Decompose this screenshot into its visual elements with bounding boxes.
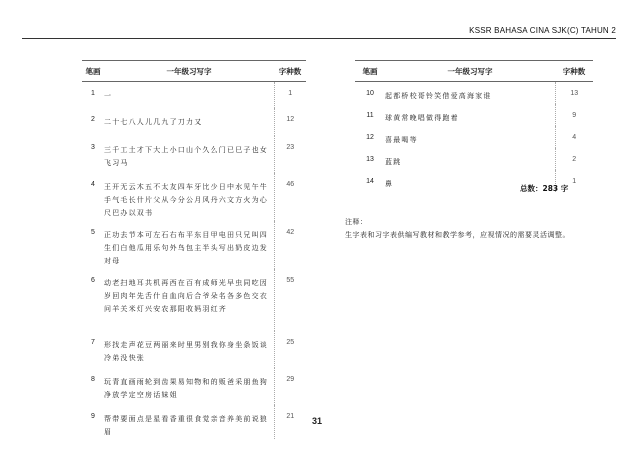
character-count: 29 [274, 368, 306, 405]
note-text: 生字表和习字表供编写教材和教学参考，应视情况的需要灵活调整。 [345, 231, 570, 239]
stroke-count: 4 [91, 180, 95, 188]
table-row [82, 173, 306, 221]
character-count: 46 [274, 173, 306, 221]
stroke-count: 2 [91, 115, 95, 123]
table-row [82, 368, 306, 405]
stroke-count: 9 [91, 412, 95, 420]
character-count: 1 [274, 82, 306, 108]
character-list: 正功去节本可左石右布平东目甲电田只兄叫四生们白他瓜用乐句外鸟包主半头写出奶皮边发对母 [104, 230, 268, 265]
col-header-strokes: 笔画 [355, 61, 385, 82]
character-list: 形找走声花豆两丽来时里男别我你身坐条饭谈冷弟没快张 [104, 340, 268, 362]
table-row [355, 126, 593, 148]
table-row [82, 136, 306, 173]
stroke-count: 1 [91, 90, 95, 97]
character-count: 25 [274, 331, 306, 368]
col-header-count: 字种数 [274, 61, 306, 82]
stroke-count: 3 [91, 143, 95, 151]
character-count: 4 [555, 126, 593, 148]
table-row [355, 148, 593, 170]
table-row [82, 82, 306, 108]
col-header-chars: 一年级习写字 [104, 61, 274, 82]
character-list: 二十七八人儿几九了刀力又 [104, 117, 203, 126]
character-list: 三千工土才下大上小口山个久么门已巳子也女飞习马 [104, 145, 268, 167]
stroke-count: 5 [91, 228, 95, 236]
character-list: 玩青直画雨轮到齿果易知物和的贩爸采朋鱼狗净放学定空房话妹姐 [104, 377, 268, 399]
col-header-strokes: 笔画 [82, 61, 104, 82]
header-rule [22, 38, 616, 39]
stroke-count: 11 [366, 111, 374, 119]
stroke-count: 6 [91, 276, 95, 284]
character-list: 喜最喝等 [385, 135, 418, 144]
character-count: 1 [555, 170, 593, 192]
character-list: 一 [104, 92, 113, 100]
table-row [82, 108, 306, 136]
stroke-count: 12 [366, 133, 374, 141]
character-list: 鼻 [385, 179, 394, 188]
character-list: 球黄常晚唱做得跑着 [385, 113, 459, 122]
col-header-chars: 一年级习写字 [385, 61, 555, 82]
note-block [345, 216, 600, 242]
character-count: 12 [274, 108, 306, 136]
note-label: 注释： [345, 218, 368, 226]
stroke-count: 7 [91, 338, 95, 346]
character-count: 13 [555, 82, 593, 104]
col-header-count: 字种数 [555, 61, 593, 82]
stroke-count: 14 [366, 177, 374, 185]
character-list: 蓝跳 [385, 157, 402, 166]
page-number: 31 [312, 416, 323, 426]
character-list: 动老扫地耳共机再西在百有成师光早虫同吃因岁回肉年先舌什自血向后合爷朵名各多色交衣问羊关米灯兴安农那阳收妈羽红齐 [104, 278, 268, 313]
character-count: 23 [274, 136, 306, 173]
stroke-count: 10 [366, 90, 374, 97]
stroke-count: 13 [366, 155, 374, 163]
right-character-table [355, 60, 593, 192]
left-character-table [82, 60, 306, 439]
document-header: KSSR BAHASA CINA SJK(C) TAHUN 2 [469, 26, 616, 35]
table-row [355, 104, 593, 126]
character-list: 王开无云木五不太友四车牙比少日中水见午牛手气毛长什片父从今分公月风丹六文方火为心尺巴办以双书 [104, 182, 268, 217]
table-row [82, 405, 306, 439]
character-count: 55 [274, 269, 306, 331]
stroke-count: 8 [91, 375, 95, 383]
character-count: 42 [274, 221, 306, 269]
character-count: 2 [555, 148, 593, 170]
table-row [82, 331, 306, 368]
table-row [82, 221, 306, 269]
character-count: 9 [555, 104, 593, 126]
character-count: 21 [274, 405, 306, 439]
table-row [82, 269, 306, 331]
character-list: 帮带要面点是星看香重很食觉亲音养美前说狼眉 [104, 414, 268, 436]
total-count: 总数：283 字 [520, 184, 569, 193]
table-row [355, 82, 593, 104]
character-list: 起都桥校哥铃笑借爱高海家谁 [385, 92, 492, 100]
